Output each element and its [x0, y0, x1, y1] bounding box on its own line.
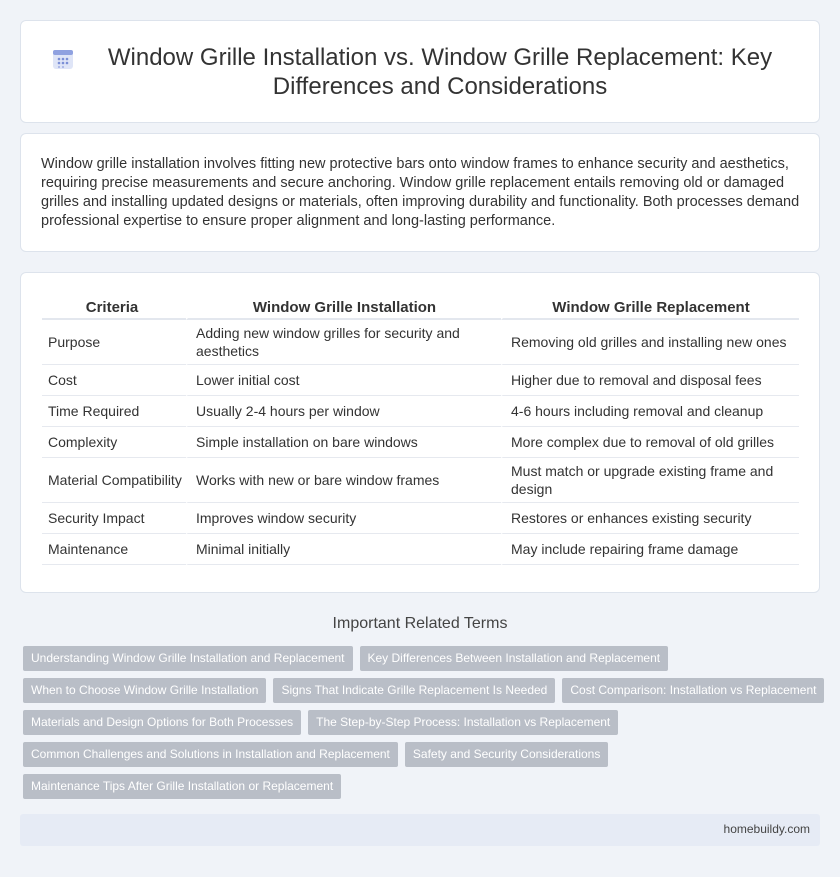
- comparison-card: [20, 272, 820, 593]
- comparison-table: [42, 297, 799, 565]
- table-cell: Simple installation on bare windows: [186, 427, 501, 458]
- table-header-row: [42, 297, 799, 320]
- table-row: [42, 320, 799, 365]
- column-header-criteria: Criteria: [42, 297, 186, 320]
- footer: [20, 814, 820, 846]
- related-tags-row: [23, 678, 824, 703]
- column-header-replacement: Window Grille Replacement: [501, 297, 799, 320]
- table-cell: Removing old grilles and installing new ones: [501, 320, 799, 365]
- related-tag[interactable]: Cost Comparison: Installation vs Replacement: [562, 678, 824, 703]
- table-cell: Complexity: [42, 427, 186, 458]
- related-terms-title: Important Related Terms: [332, 615, 508, 632]
- table-cell: Improves window security: [186, 503, 501, 534]
- table-cell: Higher due to removal and disposal fees: [501, 365, 799, 396]
- table-cell: Lower initial cost: [186, 365, 501, 396]
- intro-card: [20, 133, 820, 252]
- table-cell: Cost: [42, 365, 186, 396]
- title-card: [20, 20, 820, 123]
- table-cell: Restores or enhances existing security: [501, 503, 799, 534]
- related-tag[interactable]: Common Challenges and Solutions in Installation and Replacement: [23, 742, 398, 767]
- column-header-installation: Window Grille Installation: [186, 297, 501, 320]
- related-tags-row: [23, 742, 608, 767]
- related-tags-row: [23, 646, 668, 671]
- page-title: Window Grille Installation vs. Window Grille Replacement: Key Differences and Considerations: [107, 44, 773, 100]
- related-tag[interactable]: The Step-by-Step Process: Installation vs Replacement: [308, 710, 618, 735]
- related-tags-row: [23, 710, 618, 735]
- table-cell: Maintenance: [42, 534, 186, 565]
- table-row: [42, 427, 799, 458]
- related-tag[interactable]: When to Choose Window Grille Installation: [23, 678, 266, 703]
- table-cell: Material Compatibility: [42, 458, 186, 503]
- table-row: [42, 458, 799, 503]
- table-cell: 4-6 hours including removal and cleanup: [501, 396, 799, 427]
- footer-site-name[interactable]: homebuildy.com: [723, 822, 810, 836]
- intro-paragraph: Window grille installation involves fitting new protective bars onto window frames to enhance security and aesthetics, requiring precise measurements and secure anchoring. Window grille replacement entails removing old or damaged grilles and installing updated designs or materials, often improving durability and functionality. Both processes demand professional expertise to ensure proper alignment and long-lasting performance.: [41, 156, 800, 229]
- related-tag[interactable]: Understanding Window Grille Installation and Replacement: [23, 646, 353, 671]
- table-cell: Works with new or bare window frames: [186, 458, 501, 503]
- related-tag[interactable]: Key Differences Between Installation and Replacement: [360, 646, 669, 671]
- table-cell: Minimal initially: [186, 534, 501, 565]
- table-cell: Adding new window grilles for security and aesthetics: [186, 320, 501, 365]
- related-tag[interactable]: Maintenance Tips After Grille Installation or Replacement: [23, 774, 341, 799]
- table-cell: Security Impact: [42, 503, 186, 534]
- table-row: [42, 534, 799, 565]
- table-cell: More complex due to removal of old grilles: [501, 427, 799, 458]
- table-cell: May include repairing frame damage: [501, 534, 799, 565]
- related-tag[interactable]: Signs That Indicate Grille Replacement Is Needed: [273, 678, 555, 703]
- related-tag[interactable]: Materials and Design Options for Both Processes: [23, 710, 301, 735]
- table-cell: Must match or upgrade existing frame and design: [501, 458, 799, 503]
- table-row: [42, 365, 799, 396]
- table-cell: Purpose: [42, 320, 186, 365]
- related-tag[interactable]: Safety and Security Considerations: [405, 742, 608, 767]
- table-cell: Time Required: [42, 396, 186, 427]
- related-tags-row: [23, 774, 341, 799]
- table-row: [42, 503, 799, 534]
- table-row: [42, 396, 799, 427]
- table-cell: Usually 2-4 hours per window: [186, 396, 501, 427]
